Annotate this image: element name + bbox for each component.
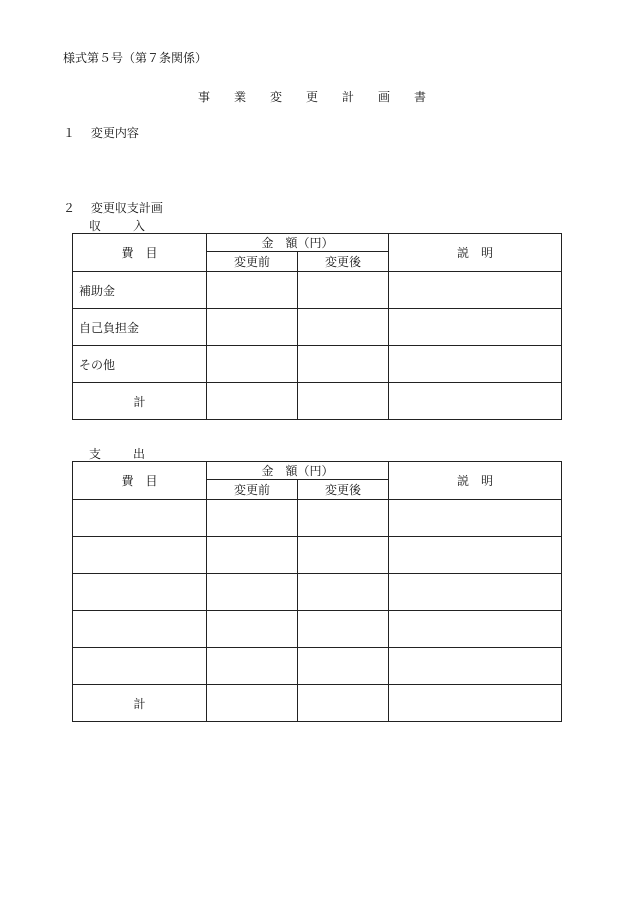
table-row xyxy=(73,648,562,685)
table-row xyxy=(73,309,562,346)
amount-after-cell[interactable] xyxy=(298,272,389,309)
header-after: 変更後 xyxy=(298,480,389,500)
amount-after-cell[interactable] xyxy=(298,383,389,420)
income-item-self-funding: 自己負担金 xyxy=(73,309,207,346)
note-cell[interactable] xyxy=(389,383,562,420)
income-total-label: 計 xyxy=(73,383,207,420)
amount-after-cell[interactable] xyxy=(298,500,389,537)
header-before: 変更前 xyxy=(207,480,298,500)
note-cell[interactable] xyxy=(389,272,562,309)
expense-item-cell[interactable] xyxy=(73,500,207,537)
header-before: 変更前 xyxy=(207,252,298,272)
amount-after-cell[interactable] xyxy=(298,648,389,685)
expense-item-cell[interactable] xyxy=(73,611,207,648)
amount-before-cell[interactable] xyxy=(207,272,298,309)
note-cell[interactable] xyxy=(389,574,562,611)
amount-before-cell[interactable] xyxy=(207,383,298,420)
header-item: 費 目 xyxy=(73,234,207,272)
header-item: 費 目 xyxy=(73,462,207,500)
income-label: 収 入 xyxy=(89,219,156,233)
section-1-number: １ xyxy=(63,126,76,140)
section-2-number: ２ xyxy=(63,201,76,215)
header-amount: 金 額（円） xyxy=(207,234,389,252)
amount-before-cell[interactable] xyxy=(207,611,298,648)
note-cell[interactable] xyxy=(389,648,562,685)
amount-before-cell[interactable] xyxy=(207,309,298,346)
income-item-other: その他 xyxy=(73,346,207,383)
amount-after-cell[interactable] xyxy=(298,685,389,722)
amount-before-cell[interactable] xyxy=(207,346,298,383)
table-row xyxy=(73,574,562,611)
amount-before-cell[interactable] xyxy=(207,648,298,685)
amount-before-cell[interactable] xyxy=(207,685,298,722)
table-row xyxy=(73,611,562,648)
table-row xyxy=(73,500,562,537)
section-2-label: 変更収支計画 xyxy=(90,201,163,215)
expense-item-cell[interactable] xyxy=(73,537,207,574)
expense-item-cell[interactable] xyxy=(73,648,207,685)
note-cell[interactable] xyxy=(389,537,562,574)
amount-after-cell[interactable] xyxy=(298,309,389,346)
table-row xyxy=(73,537,562,574)
header-note: 説 明 xyxy=(389,234,562,272)
table-row xyxy=(73,346,562,383)
document-title: 事 業 変 更 計 画 書 xyxy=(197,90,432,104)
expense-label: 支 出 xyxy=(89,447,156,461)
header-amount: 金 額（円） xyxy=(207,462,389,480)
expense-table xyxy=(72,461,562,722)
section-1-label: 変更内容 xyxy=(90,126,139,140)
table-row xyxy=(73,272,562,309)
note-cell[interactable] xyxy=(389,611,562,648)
form-number: 様式第５号（第７条関係） xyxy=(63,51,208,65)
amount-before-cell[interactable] xyxy=(207,537,298,574)
note-cell[interactable] xyxy=(389,500,562,537)
total-row xyxy=(73,685,562,722)
amount-before-cell[interactable] xyxy=(207,500,298,537)
total-row xyxy=(73,383,562,420)
amount-after-cell[interactable] xyxy=(298,574,389,611)
section-2-heading xyxy=(63,199,163,216)
amount-before-cell[interactable] xyxy=(207,574,298,611)
amount-after-cell[interactable] xyxy=(298,346,389,383)
header-note: 説 明 xyxy=(389,462,562,500)
expense-total-label: 計 xyxy=(73,685,207,722)
note-cell[interactable] xyxy=(389,685,562,722)
header-after: 変更後 xyxy=(298,252,389,272)
income-item-subsidy: 補助金 xyxy=(73,272,207,309)
income-table xyxy=(72,233,562,420)
note-cell[interactable] xyxy=(389,309,562,346)
section-1-heading xyxy=(63,124,139,141)
amount-after-cell[interactable] xyxy=(298,537,389,574)
note-cell[interactable] xyxy=(389,346,562,383)
expense-item-cell[interactable] xyxy=(73,574,207,611)
amount-after-cell[interactable] xyxy=(298,611,389,648)
